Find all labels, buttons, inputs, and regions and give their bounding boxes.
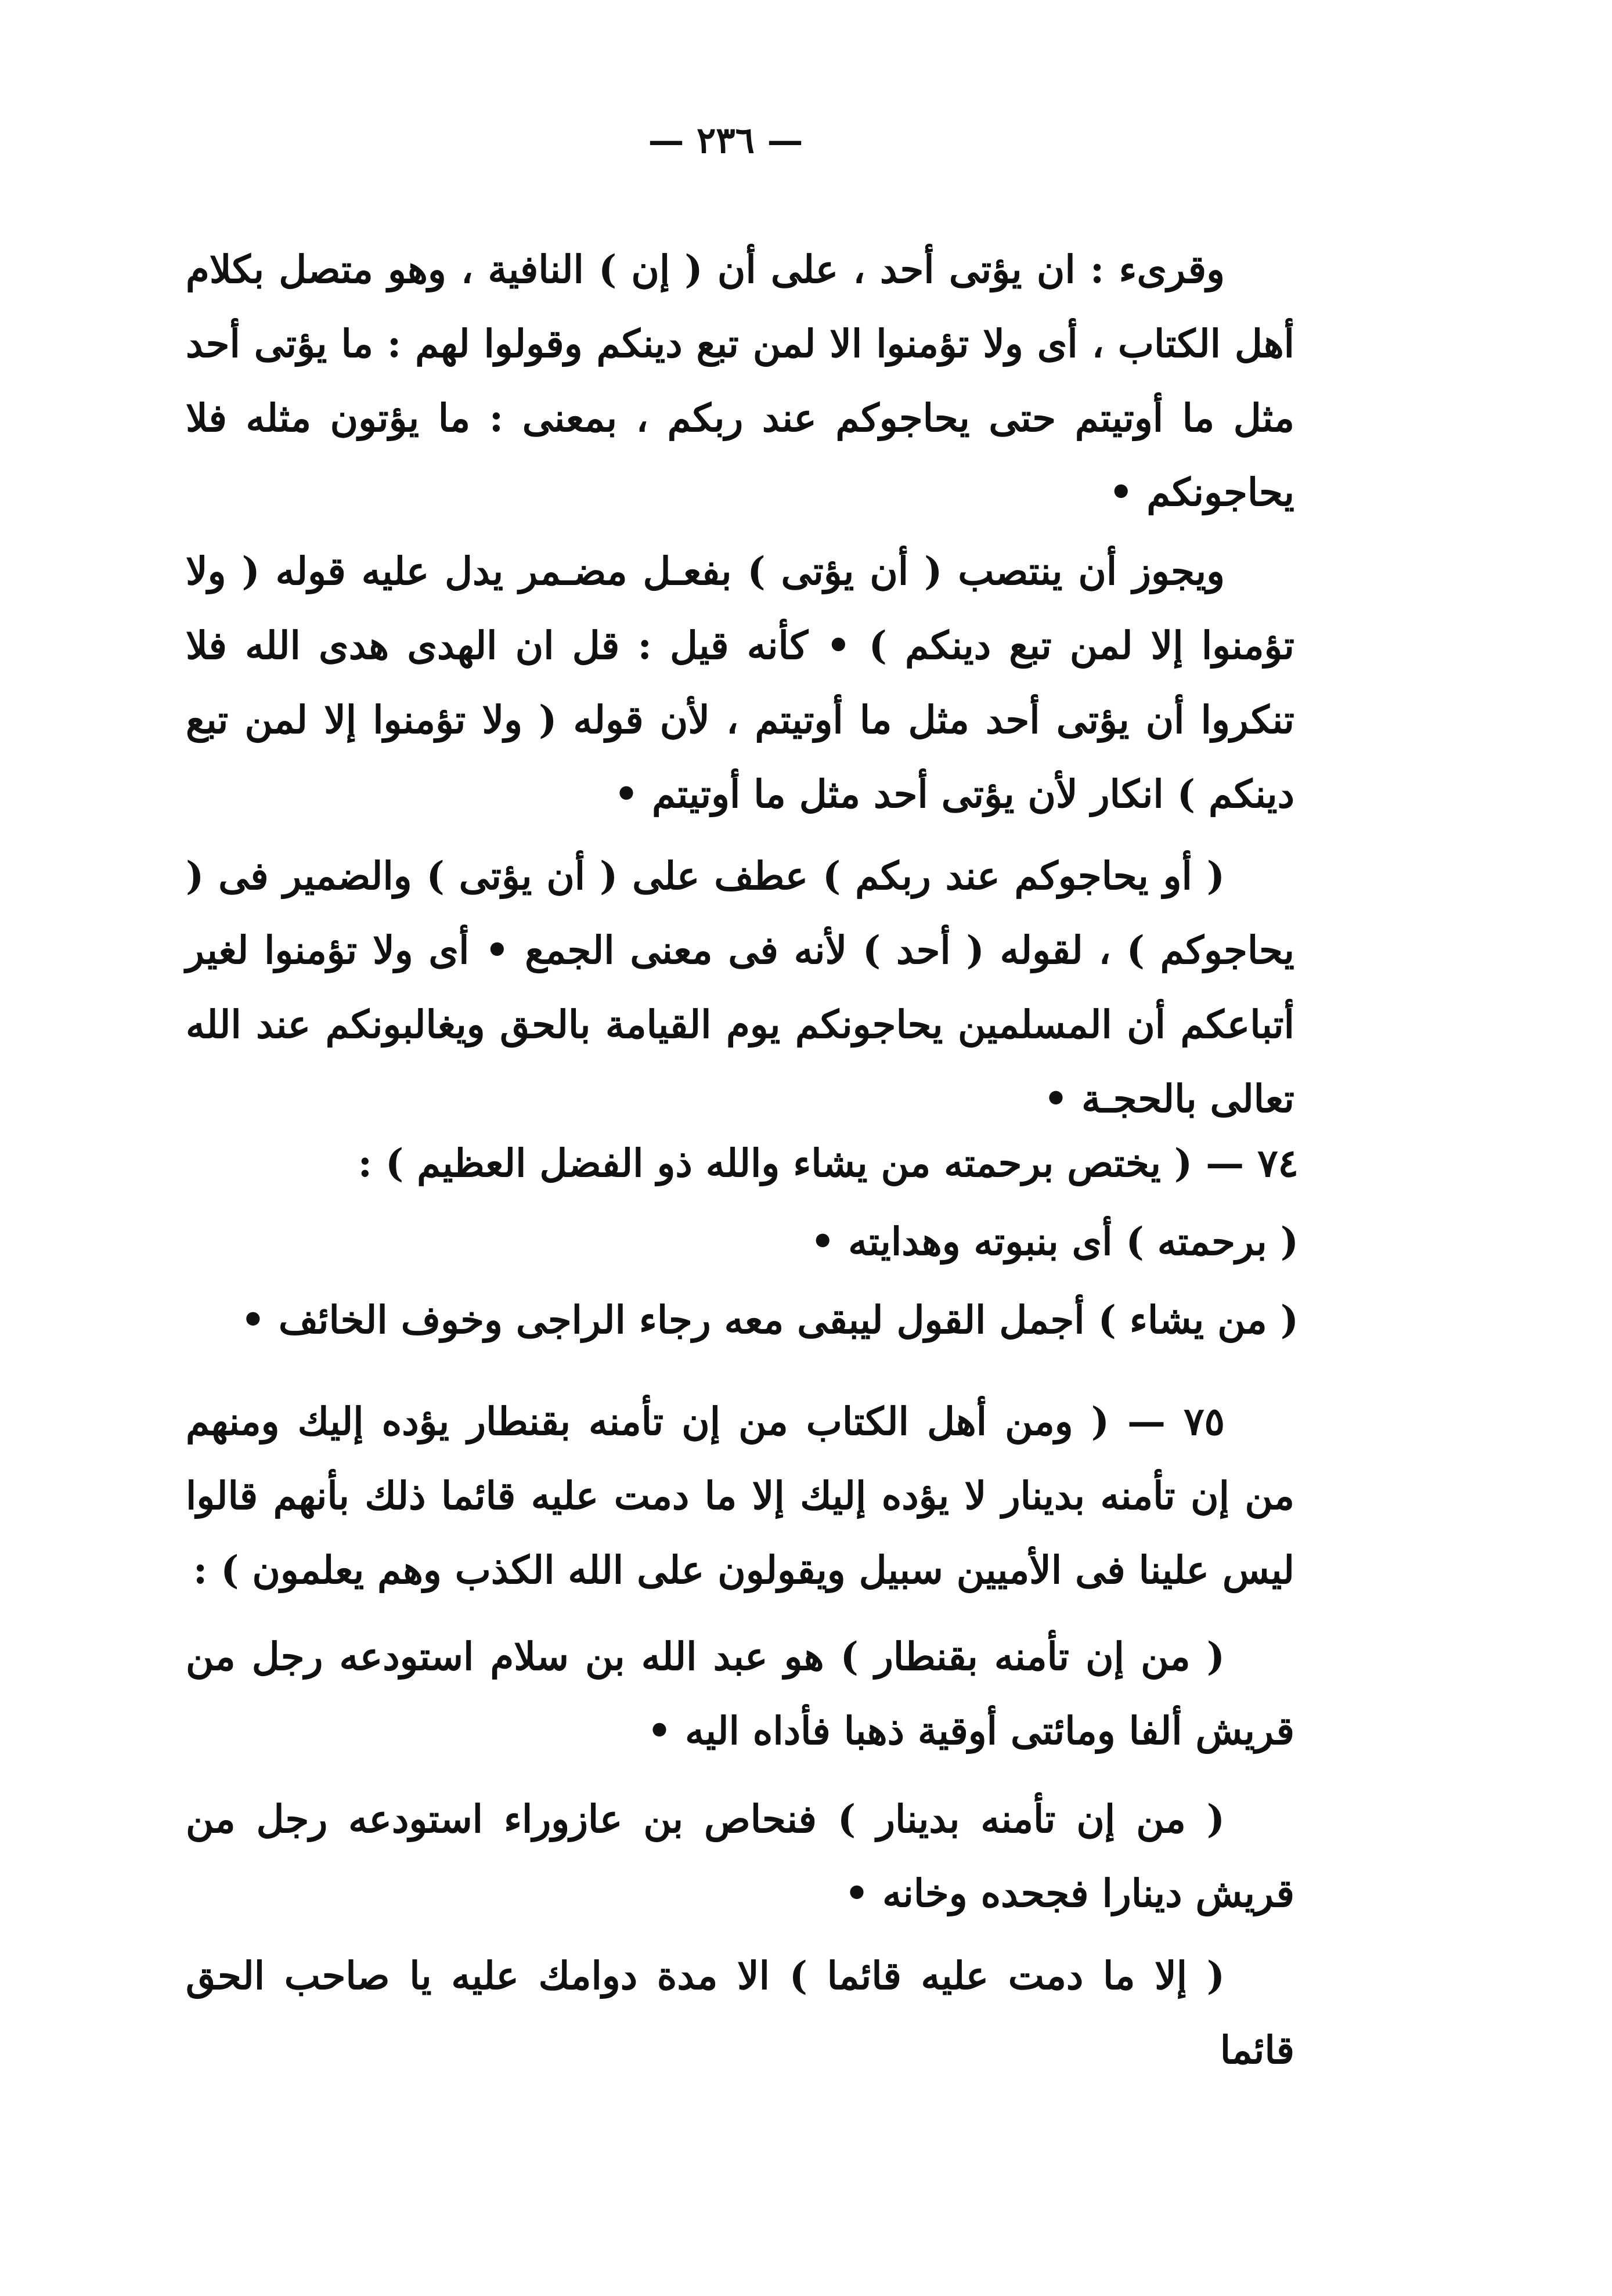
paragraph-1: وقرىء : ان يؤتى أحد ، على أن ( إن ) النافية ، وهو متصل بكلام أهل الكتاب ، أى ولا تؤمنوا الا لمن تبع دينكم وقولوا لهم : ما يؤتى أحد مثل ما أوتيتم حتى يحاجوكم عند ربكم ، بمعنى : ما يؤتون مثله فلا يحاجونكم • bbox=[186, 247, 1294, 515]
paragraph-3: ( أو يحاجوكم عند ربكم ) عطف على ( أن يؤتى ) والضمير فى ( يحاجوكم ) ، لقوله ( أحد ) لأنه فى معنى الجمع • أى ولا تؤمنوا لغير أتباعكم أن المسلمين يحاجونكم يوم القيامة بالحق ويغالبونكم عند الله تعالى بالحجـة • bbox=[186, 853, 1294, 1121]
paragraph-6: ( من إن تأمنه بقنطار ) هو عبد الله بن سلام استودعه رجل من قريش ألفا ومائتى أوقية ذهبا فأداه اليه • bbox=[186, 1634, 1294, 1753]
paragraph-2: ويجوز أن ينتصب ( أن يؤتى ) بفعـل مضـمر يدل عليه قوله ( ولا تؤمنوا إلا لمن تبع دينكم ) • كأنه قيل : قل ان الهدى هدى الله فلا تنكروا أن يؤتى أحد مثل ما أوتيتم ، لأن قوله ( ولا تؤمنوا إلا لمن تبع دينكم ) انكار لأن يؤتى أحد مثل ما أوتيتم • bbox=[186, 548, 1294, 817]
page-number: — ٢٣٦ — bbox=[648, 119, 803, 161]
paragraph-7: ( من إن تأمنه بدينار ) فنحاص بن عازوراء استودعه رجل من قريش دينارا فجحده وخانه • bbox=[186, 1796, 1294, 1916]
paragraph-8: ( إلا ما دمت عليه قائما ) الا مدة دوامك عليه يا صاحب الحق قائما bbox=[186, 1953, 1294, 2073]
verse-74: ٧٤ — ( يختص برحمته من يشاء والله ذو الفضل العظيم ) : bbox=[358, 1140, 1299, 1186]
paragraph-5: ( من يشاء ) أجمل القول ليبقى معه رجاء الراجى وخوف الخائف • bbox=[240, 1297, 1299, 1342]
paragraph-4: ( برحمته ) أى بنبوته وهدايته • bbox=[810, 1219, 1299, 1264]
verse-75: ٧٥ — ( ومن أهل الكتاب من إن تأمنه بقنطار يؤده إليك ومنهم من إن تأمنه بدينار لا يؤده إليك إلا ما دمت عليه قائما ذلك بأنهم قالوا ليس علينا فى الأميين سبيل ويقولون على الله الكذب وهم يعلمون ) : bbox=[186, 1399, 1294, 1593]
